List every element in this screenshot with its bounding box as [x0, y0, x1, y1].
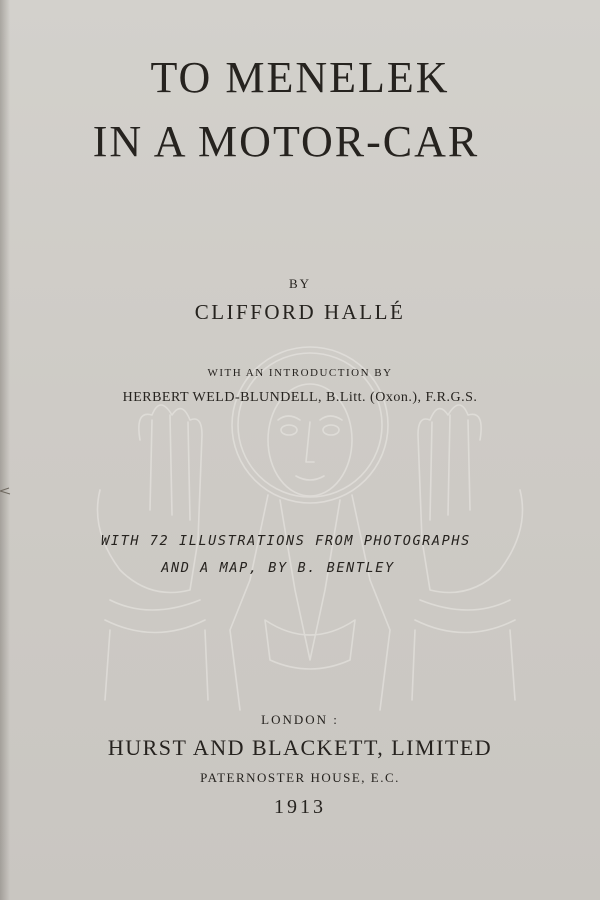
margin-mark [0, 487, 14, 495]
book-title-line-2: IN A MOTOR-CAR [92, 117, 480, 166]
imprint-year: 1913 [274, 796, 326, 818]
imprint-address: PATERNOSTER HOUSE, E.C. [200, 770, 400, 785]
by-label: BY [288, 276, 312, 291]
illustrations-note-line-1: WITH 72 ILLUSTRATIONS FROM PHOTOGRAPHS [101, 533, 471, 549]
ethiopian-figure-watermark-image [80, 330, 540, 720]
imprint-city: LONDON : [261, 712, 339, 727]
author-name: CLIFFORD HALLÉ [194, 300, 406, 324]
introduction-label: WITH AN INTRODUCTION BY [207, 367, 393, 379]
introduction-author: HERBERT WELD-BLUNDELL, B.Litt. (Oxon.), F.R.G.S. [122, 390, 478, 405]
book-title-line-1: TO MENELEK [150, 53, 450, 102]
illustrations-note-line-2: AND A MAP, BY B. BENTLEY [161, 560, 395, 576]
imprint-publisher: HURST AND BLACKETT, LIMITED [107, 735, 493, 760]
